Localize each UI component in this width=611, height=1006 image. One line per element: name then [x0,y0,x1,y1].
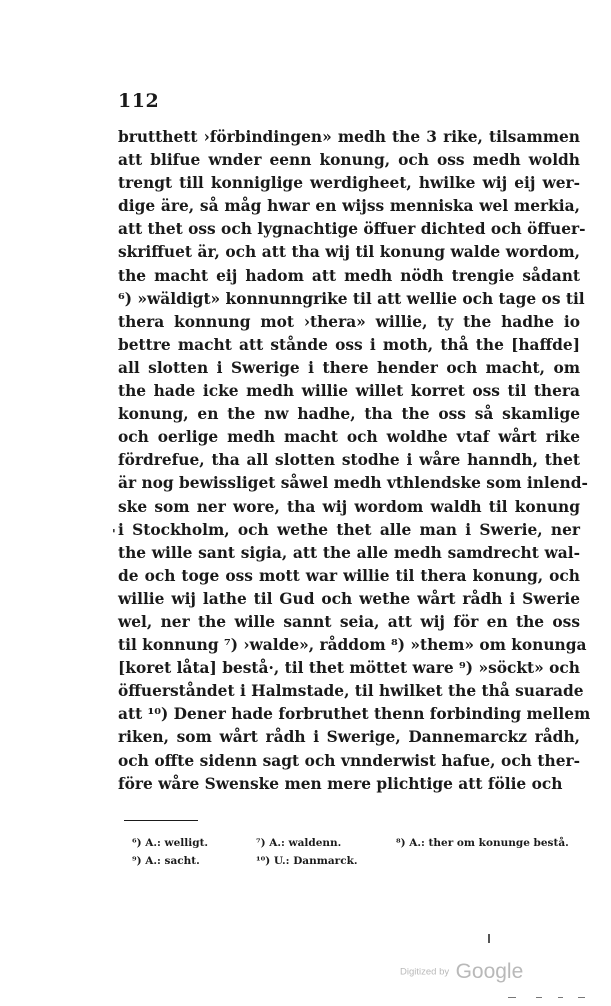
footnote-line [132,852,584,870]
footnote-6: ⁶) A.: welligt. [132,837,209,849]
text-line: riken, som wårt rådh i Swerige, Dannemarckz rådh, [118,728,580,747]
google-logo: Google [455,960,524,983]
text-line: att ¹⁰) Dener hade forbruthet thenn forbinding mellem [118,705,591,724]
text-line: [koret låta] bestå·, til thet möttet ware ⁹) »söckt» och [118,659,580,678]
text-line: de och toge oss mott war willie til thera konung, och [118,566,580,585]
text-line: är nog bewissliget såwel medh vthlendske som inlend- [118,474,588,493]
text-line: dige äre, så måg hwar en wijss menniska wel merkia, [118,197,580,216]
text-line: all slotten i Swerige i there hender och macht, om [118,358,580,377]
text-line: the wille sant sigia, att the alle medh samdrecht wal- [118,543,580,562]
footnote-divider [124,820,198,821]
page-number: 112 [118,90,160,112]
ink-speck [488,934,490,943]
footnotes [132,834,584,870]
digitized-watermark [400,960,523,984]
watermark-prefix: Digitized by [400,966,450,978]
text-line: thera konnung mot ›thera» willie, ty the hadhe io [118,312,580,331]
text-line: willie wij lathe til Gud och wethe wårt rådh i Swerie [118,589,580,608]
text-line: the macht eij hadom att medh nödh trengie sådant [118,266,580,285]
text-line: wel, ner the wille sannt seia, att wij för en the oss [118,612,580,631]
text-line: bettre macht att stånde oss i moth, thå the [haffde] [118,335,580,354]
text-line: ⁶) »wäldigt» konnunngrike til att wellie och tage os til [118,289,585,308]
text-line: trengt till konniglige werdigheet, hwilke wij eij wer- [118,174,580,193]
body-text [118,126,591,796]
footnote-7: ⁷) A.: waldenn. [256,837,342,849]
text-line: brutthett ›förbindingen» medh the 3 rike, tilsammen [118,128,580,146]
footnote-9: ⁹) A.: sacht. [132,855,200,867]
margin-mark: ' [112,527,116,541]
footnote-8: ⁸) A.: ther om konunge bestå. [396,837,569,849]
text-line: konung, en the nw hadhe, tha the oss så skamlige [118,405,580,424]
text-line: före wåre Swenske men mere plichtige att fölie och [118,774,563,793]
text-line: ske som ner wore, tha wij wordom waldh til konung [118,497,580,516]
text-line: fördrefue, tha all slotten stodhe i wåre hanndh, thet [118,451,580,470]
text-line: the hade icke medh willie willet korret oss til thera [118,382,580,401]
text-line: och oerlige medh macht och woldhe vtaf wårt rike [118,428,580,447]
footnote-line [132,834,584,852]
text-line: att thet oss och lygnachtige öffuer dichted och öffuer- [118,220,586,239]
text-line: öffuerståndet i Halmstade, til hwilket the thå suarade [118,682,584,701]
text-line: och offte sidenn sagt och vnnderwist hafue, och ther- [118,751,580,770]
text-line: skriffuet är, och att tha wij til konung walde wordom, [118,243,580,262]
text-line: att blifue wnder eenn konung, och oss medh woldh [118,151,580,170]
text-line: i Stockholm, och wethe thet alle man i Swerie, ner [118,520,580,539]
text-line: til konnung ⁷) ›walde», råddom ⁸) »them» om konunga [118,636,587,655]
scan-edge-specks [508,997,588,999]
footnote-10: ¹⁰) U.: Danmarck. [256,855,358,867]
